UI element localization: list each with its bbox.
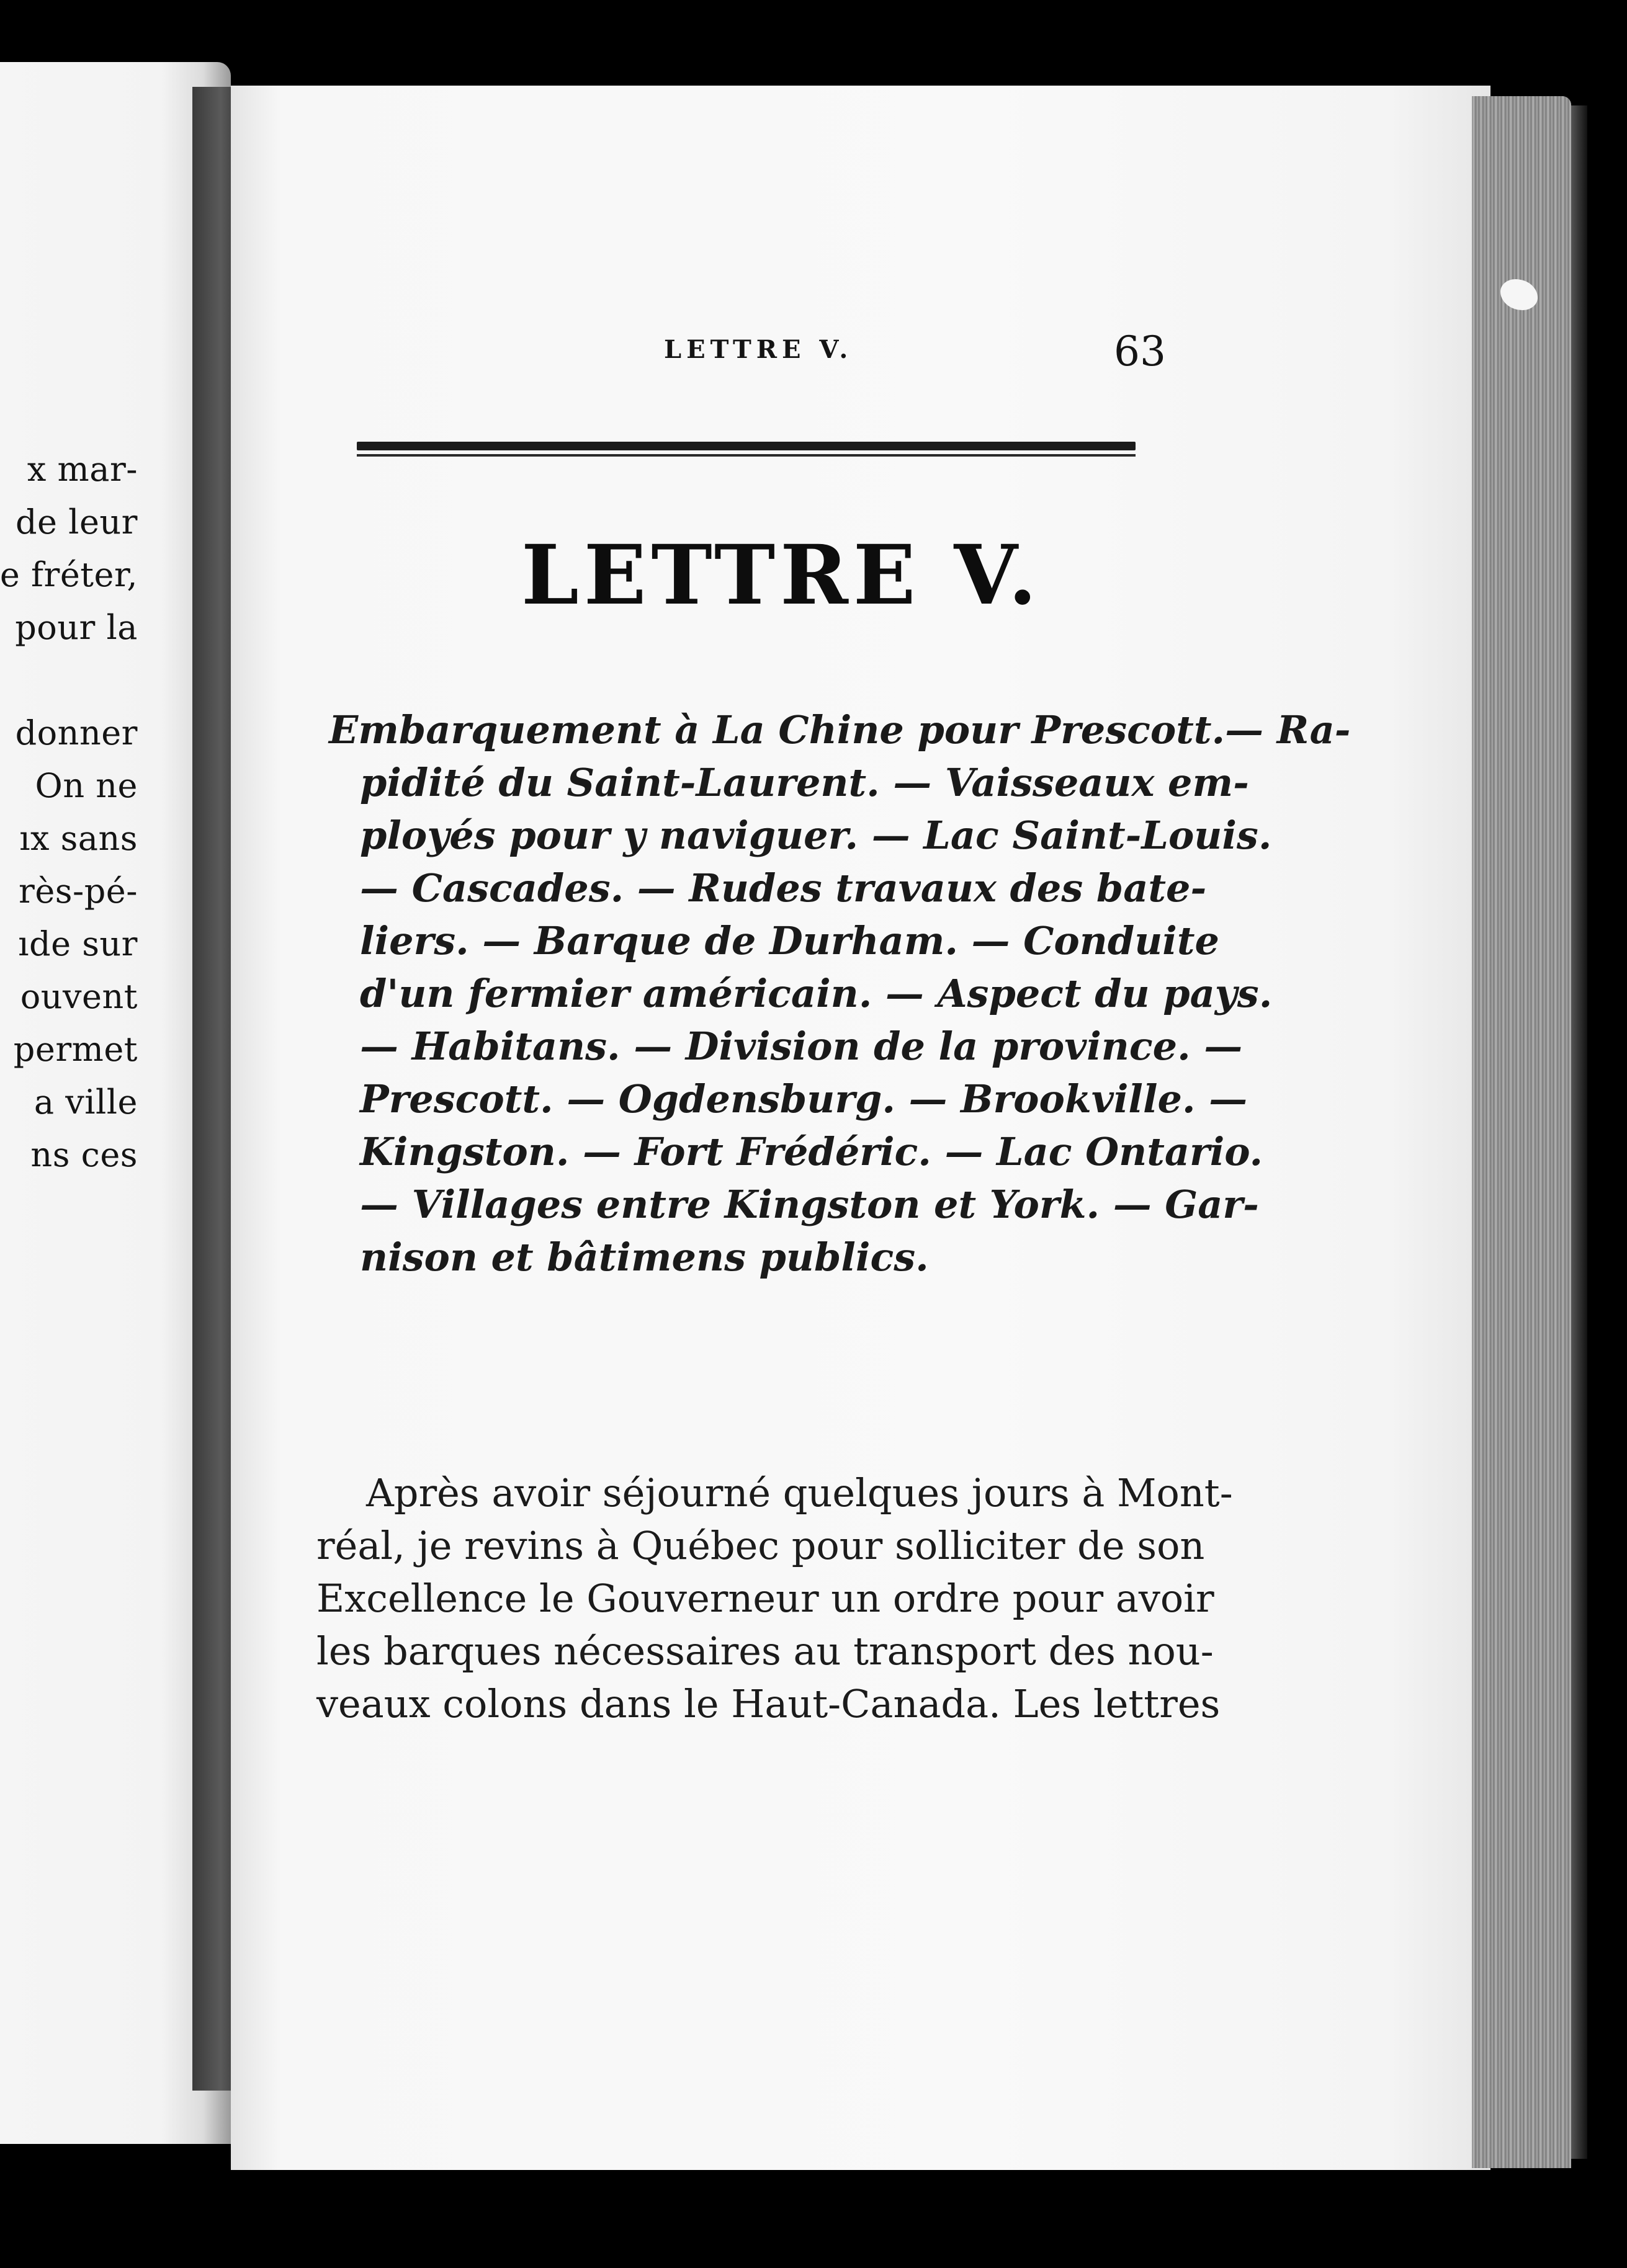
summary-line: liers. — Barque de Durham. — Conduite: [360, 918, 1219, 963]
left-line: ns ces: [30, 1135, 138, 1174]
page-edge: [1472, 96, 1571, 2168]
page-number: 63: [1114, 328, 1166, 375]
summary-line: Prescott. — Ogdensburg. — Brookville. —: [360, 1076, 1248, 1122]
summary-line: Embarquement à La Chine pour Prescott.— Ra-: [329, 707, 1351, 752]
left-line: ıde sur: [18, 924, 138, 963]
left-line: ouvent: [20, 977, 138, 1016]
left-line: x mar-: [27, 450, 138, 489]
header-rule: [357, 442, 1136, 450]
header-rule-thin: [357, 454, 1136, 457]
summary-line: d'un fermier américain. — Aspect du pays.: [360, 971, 1273, 1016]
summary-line: — Habitans. — Division de la province. —: [360, 1024, 1243, 1069]
page-edge-shadow: [1571, 105, 1587, 2159]
body-line: veaux colons dans le Haut-Canada. Les lettres: [316, 1681, 1221, 1726]
summary-line: Kingston. — Fort Frédéric. — Lac Ontario.: [360, 1129, 1263, 1174]
summary-line: nison et bâtimens publics.: [360, 1234, 929, 1280]
body-line: Excellence le Gouverneur un ordre pour avoir: [316, 1576, 1214, 1621]
left-line: a ville: [34, 1083, 138, 1122]
summary-line: pidité du Saint-Laurent. — Vaisseaux em-: [360, 760, 1249, 805]
chapter-title: LETTRE V.: [521, 527, 1042, 623]
left-line: e fréter,: [0, 555, 138, 594]
left-line: donner: [15, 713, 138, 752]
left-line: On ne: [35, 766, 138, 805]
body-line: les barques nécessaires au transport des nou-: [316, 1628, 1214, 1674]
summary-line: — Cascades. — Rudes travaux des bate-: [360, 865, 1207, 911]
left-line: ıx sans: [19, 819, 138, 858]
summary-line: ployés pour y naviguer. — Lac Saint-Louis.: [360, 813, 1272, 858]
body-line: réal, je revins à Québec pour solliciter de son: [316, 1523, 1205, 1568]
left-line: pour la: [15, 608, 138, 647]
left-line: permet: [13, 1030, 138, 1069]
body-line: Après avoir séjourné quelques jours à Mont-: [366, 1470, 1233, 1516]
summary-line: — Villages entre Kingston et York. — Gar-: [360, 1182, 1259, 1227]
right-page: [231, 86, 1490, 2170]
left-line: de leur: [15, 502, 138, 542]
running-head: LETTRE V.: [664, 335, 853, 364]
left-line: rès-pé-: [19, 872, 138, 911]
